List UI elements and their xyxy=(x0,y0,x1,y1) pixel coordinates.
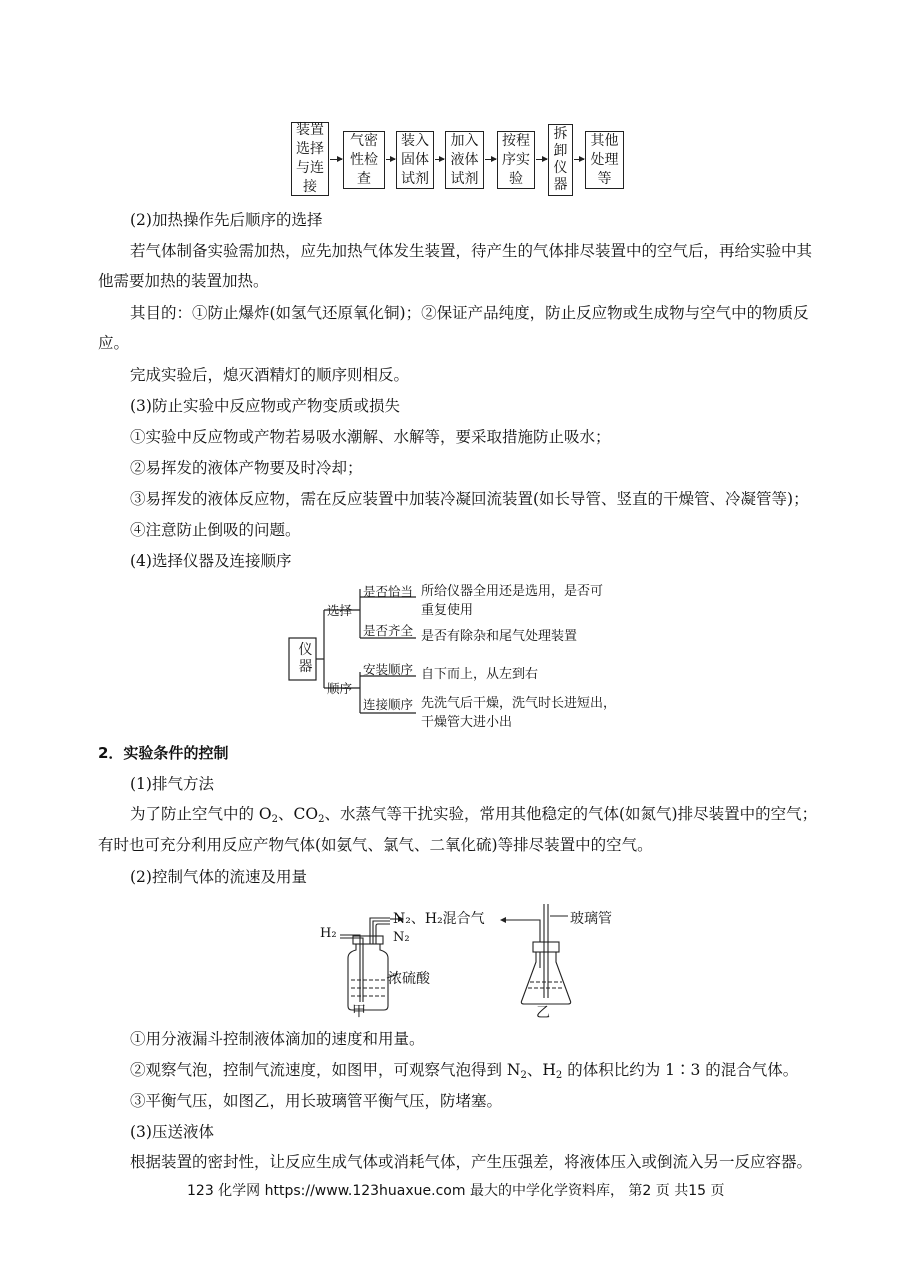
flow-arrow xyxy=(435,159,444,160)
heading-heat-order: (2)加热操作先后顺序的选择 xyxy=(130,211,323,229)
subscript: 2 xyxy=(271,814,279,825)
tree-sub-text: 所给仪器全用还是选用，是否可 xyxy=(421,584,604,599)
flow-arrow xyxy=(330,159,342,160)
flow-box-1 xyxy=(291,122,329,196)
tree-branch-select: 选择 xyxy=(327,603,353,618)
flow-arrow xyxy=(574,159,584,160)
paragraph-line: 他需要加热的装置加热。 xyxy=(98,272,269,290)
flow-box-3 xyxy=(396,131,434,189)
section-heading: 2．实验条件的控制 xyxy=(98,744,229,762)
flow-box-label: 加入 液体 试剂 xyxy=(450,132,479,187)
paragraph-line: 有时也可充分利用反应产物气体(如氨气、氯气、二氧化硫)等排尽装置中的空气。 xyxy=(98,836,653,854)
tree-sub-text: 干燥管大进小出 xyxy=(421,715,513,730)
heading-exhaust: (1)排气方法 xyxy=(130,775,214,793)
heading-select: (4)选择仪器及连接顺序 xyxy=(130,552,292,570)
figure-label-yi: 乙 xyxy=(536,1005,550,1021)
flow-box-label: 其他 处理 等 xyxy=(590,132,619,187)
list-item xyxy=(130,1059,798,1087)
flow-box-5 xyxy=(497,131,535,189)
label-n2: N₂ xyxy=(393,930,410,945)
flow-box-label: 按程 序实 验 xyxy=(502,132,530,187)
subscript: 2 xyxy=(318,814,325,825)
list-item: ③平衡气压，如图乙，用长玻璃管平衡气压，防堵塞。 xyxy=(130,1092,503,1110)
tree-sub-label: 安装顺序 xyxy=(363,662,414,677)
text-span: ②观察气泡，控制气流速度，如图甲，可观察气泡得到 N xyxy=(130,1061,521,1079)
paragraph-line: 应。 xyxy=(98,334,130,352)
subscript: 2 xyxy=(555,1070,563,1081)
paragraph-line: 完成实验后，熄灭酒精灯的顺序则相反。 xyxy=(130,366,410,384)
tree-sub-label: 是否恰当 xyxy=(363,584,414,599)
tree-branch-order: 顺序 xyxy=(327,681,353,696)
flow-box-6 xyxy=(548,124,573,196)
flow-arrow xyxy=(485,159,496,160)
flow-arrow xyxy=(386,159,395,160)
tree-sub-text: 自下而上，从左到右 xyxy=(421,667,539,682)
text-span: 的体积比约为 1∶3 的混合气体。 xyxy=(562,1061,799,1079)
label-glass-tube: 玻璃管 xyxy=(570,911,612,927)
paragraph-line: 根据装置的密封性，让反应生成气体或消耗气体，产生压强差，将液体压入或倒流入另一反应容器。 xyxy=(130,1153,813,1171)
tree-sub-text: 是否有除杂和尾气处理装置 xyxy=(421,629,578,644)
list-item: ④注意防止倒吸的问题。 xyxy=(130,521,301,539)
flow-box-4 xyxy=(445,131,484,189)
label-conc-sulfuric-acid: 浓硫酸 xyxy=(388,971,430,987)
heading-flow-control: (2)控制气体的流速及用量 xyxy=(130,868,307,886)
flow-box-label: 拆 卸 仪 器 xyxy=(553,126,568,193)
figure-label-jia: 甲 xyxy=(352,1004,366,1020)
flow-box-label: 装置 选择 与连 接 xyxy=(296,122,324,195)
subscript: 2 xyxy=(520,1070,527,1081)
tree-root-label: 仪 器 xyxy=(298,642,313,675)
list-item: ①实验中反应物或产物若易吸水潮解、水解等，要采取措施防止吸水； xyxy=(130,428,611,446)
heading-press-liquid: (3)压送液体 xyxy=(130,1123,214,1141)
page-footer: 123 化学网 https://www.123huaxue.com 最大的中学化学资料库， 第2 页 共15 页 xyxy=(187,1183,725,1199)
list-item: ③易挥发的液体反应物，需在反应装置中加装冷凝回流装置(如长导管、竖直的干燥管、冷凝管等)； xyxy=(130,490,809,508)
paragraph-line: 其目的：①防止爆炸(如氢气还原氧化铜)；②保证产品纯度，防止反应物或生成物与空气中的物质反 xyxy=(130,304,809,322)
tree-sub-text: 先洗气后干燥，洗气时长进短出， xyxy=(421,696,617,711)
flow-box-label: 气密 性检 查 xyxy=(350,132,378,187)
flow-box-label: 装入 固体 试剂 xyxy=(401,132,429,187)
tree-sub-text: 重复使用 xyxy=(421,603,474,618)
text-span: 、水蒸气等干扰实验，常用其他稳定的气体(如氮气)排尽装置中的空气； xyxy=(324,805,818,823)
flow-arrow xyxy=(536,159,547,160)
text-span: 为了防止空气中的 O xyxy=(130,805,272,823)
label-h2: H₂ xyxy=(320,926,337,941)
flow-box-7 xyxy=(585,131,624,189)
list-item: ①用分液漏斗控制液体滴加的速度和用量。 xyxy=(130,1030,425,1048)
heading-prevent: (3)防止实验中反应物或产物变质或损失 xyxy=(130,397,400,415)
text-span: 、CO xyxy=(278,805,319,823)
list-item: ②易挥发的液体产物要及时冷却； xyxy=(130,459,363,477)
paragraph-line xyxy=(130,803,817,831)
paragraph-line: 若气体制备实验需加热，应先加热气体发生装置，待产生的气体排尽装置中的空气后，再给实验中其 xyxy=(130,242,813,260)
tree-sub-label: 连接顺序 xyxy=(363,697,414,712)
flow-box-2 xyxy=(343,131,385,189)
tree-sub-label: 是否齐全 xyxy=(363,623,414,638)
label-gas-mixture: N₂、H₂混合气 xyxy=(393,911,485,927)
text-span: 、H xyxy=(526,1061,556,1079)
